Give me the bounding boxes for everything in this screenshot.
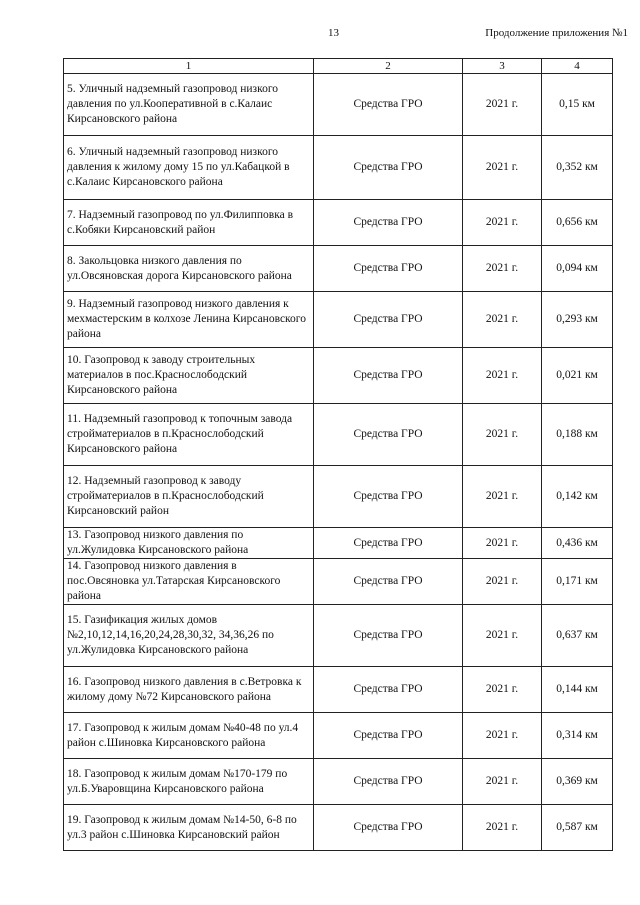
column-header: 2 <box>314 59 463 74</box>
table-row <box>64 246 613 292</box>
pipeline-table <box>63 58 613 851</box>
year-cell: 2021 г. <box>463 136 542 200</box>
length-cell: 0,369 км <box>542 759 613 805</box>
table-row <box>64 466 613 528</box>
pipeline-name-cell: 6. Уличный надземный газопровод низкого давления к жилому дому 15 по ул.Кабацкой в с.Калаис Кирсановского района <box>64 136 314 200</box>
funding-source-cell: Средства ГРО <box>314 200 463 246</box>
length-cell: 0,15 км <box>542 74 613 136</box>
year-cell: 2021 г. <box>463 713 542 759</box>
pipeline-name-cell: 13. Газопровод низкого давления по ул.Жулидовка Кирсановского района <box>64 528 314 559</box>
length-cell: 0,144 км <box>542 667 613 713</box>
funding-source-cell: Средства ГРО <box>314 348 463 404</box>
year-cell: 2021 г. <box>463 200 542 246</box>
length-cell: 0,352 км <box>542 136 613 200</box>
funding-source-cell: Средства ГРО <box>314 559 463 605</box>
length-cell: 0,436 км <box>542 528 613 559</box>
table-row <box>64 74 613 136</box>
pipeline-name-cell: 11. Надземный газопровод к топочным завода стройматериалов в п.Краснослободский Кирсановского района <box>64 404 314 466</box>
funding-source-cell: Средства ГРО <box>314 759 463 805</box>
funding-source-cell: Средства ГРО <box>314 466 463 528</box>
year-cell: 2021 г. <box>463 74 542 136</box>
pipeline-name-cell: 17. Газопровод к жилым домам №40-48 по ул.4 район с.Шиновка Кирсановского района <box>64 713 314 759</box>
table-row <box>64 404 613 466</box>
funding-source-cell: Средства ГРО <box>314 136 463 200</box>
year-cell: 2021 г. <box>463 759 542 805</box>
column-header: 4 <box>542 59 613 74</box>
pipeline-name-cell: 7. Надземный газопровод по ул.Филипповка в с.Кобяки Кирсановский район <box>64 200 314 246</box>
funding-source-cell: Средства ГРО <box>314 713 463 759</box>
pipeline-name-cell: 10. Газопровод к заводу строительных материалов в пос.Краснослободский Кирсановского района <box>64 348 314 404</box>
funding-source-cell: Средства ГРО <box>314 528 463 559</box>
table-header-row <box>64 59 613 74</box>
year-cell: 2021 г. <box>463 246 542 292</box>
pipeline-name-cell: 16. Газопровод низкого давления в с.Ветровка к жилому дому №72 Кирсановского района <box>64 667 314 713</box>
funding-source-cell: Средства ГРО <box>314 74 463 136</box>
length-cell: 0,293 км <box>542 292 613 348</box>
year-cell: 2021 г. <box>463 559 542 605</box>
column-header: 1 <box>64 59 314 74</box>
pipeline-name-cell: 18. Газопровод к жилым домам №170-179 по ул.Б.Уваровщина Кирсановского района <box>64 759 314 805</box>
table-row <box>64 667 613 713</box>
funding-source-cell: Средства ГРО <box>314 605 463 667</box>
year-cell: 2021 г. <box>463 292 542 348</box>
length-cell: 0,587 км <box>542 805 613 851</box>
table-row <box>64 348 613 404</box>
pipeline-name-cell: 9. Надземный газопровод низкого давления к мехмастерским в колхозе Ленина Кирсановского района <box>64 292 314 348</box>
pipeline-name-cell: 14. Газопровод низкого давления в пос.Овсяновка ул.Татарская Кирсановского района <box>64 559 314 605</box>
length-cell: 0,171 км <box>542 559 613 605</box>
pipeline-name-cell: 5. Уличный надземный газопровод низкого давления по ул.Кооперативной в с.Калаис Кирсановского района <box>64 74 314 136</box>
year-cell: 2021 г. <box>463 667 542 713</box>
column-header: 3 <box>463 59 542 74</box>
year-cell: 2021 г. <box>463 466 542 528</box>
length-cell: 0,094 км <box>542 246 613 292</box>
length-cell: 0,656 км <box>542 200 613 246</box>
length-cell: 0,188 км <box>542 404 613 466</box>
table-row <box>64 292 613 348</box>
funding-source-cell: Средства ГРО <box>314 292 463 348</box>
table-row <box>64 136 613 200</box>
year-cell: 2021 г. <box>463 404 542 466</box>
table-row <box>64 759 613 805</box>
continuation-note: Продолжение приложения №1 <box>485 27 628 39</box>
year-cell: 2021 г. <box>463 605 542 667</box>
page-number: 13 <box>328 27 339 39</box>
year-cell: 2021 г. <box>463 528 542 559</box>
pipeline-name-cell: 8. Закольцовка низкого давления по ул.Овсяновская дорога Кирсановского района <box>64 246 314 292</box>
length-cell: 0,021 км <box>542 348 613 404</box>
pipeline-name-cell: 15. Газификация жилых домов №2,10,12,14,16,20,24,28,30,32, 34,36,26 по ул.Жулидовка Кирсановского района <box>64 605 314 667</box>
funding-source-cell: Средства ГРО <box>314 404 463 466</box>
table-row <box>64 559 613 605</box>
table-row <box>64 528 613 559</box>
length-cell: 0,142 км <box>542 466 613 528</box>
table-row <box>64 200 613 246</box>
funding-source-cell: Средства ГРО <box>314 805 463 851</box>
year-cell: 2021 г. <box>463 348 542 404</box>
table-row <box>64 605 613 667</box>
year-cell: 2021 г. <box>463 805 542 851</box>
pipeline-name-cell: 12. Надземный газопровод к заводу стройматериалов в п.Краснослободский Кирсановский район <box>64 466 314 528</box>
length-cell: 0,314 км <box>542 713 613 759</box>
funding-source-cell: Средства ГРО <box>314 667 463 713</box>
length-cell: 0,637 км <box>542 605 613 667</box>
pipeline-name-cell: 19. Газопровод к жилым домам №14-50, 6-8 по ул.3 район с.Шиновка Кирсановский район <box>64 805 314 851</box>
table-row <box>64 713 613 759</box>
table-row <box>64 805 613 851</box>
funding-source-cell: Средства ГРО <box>314 246 463 292</box>
